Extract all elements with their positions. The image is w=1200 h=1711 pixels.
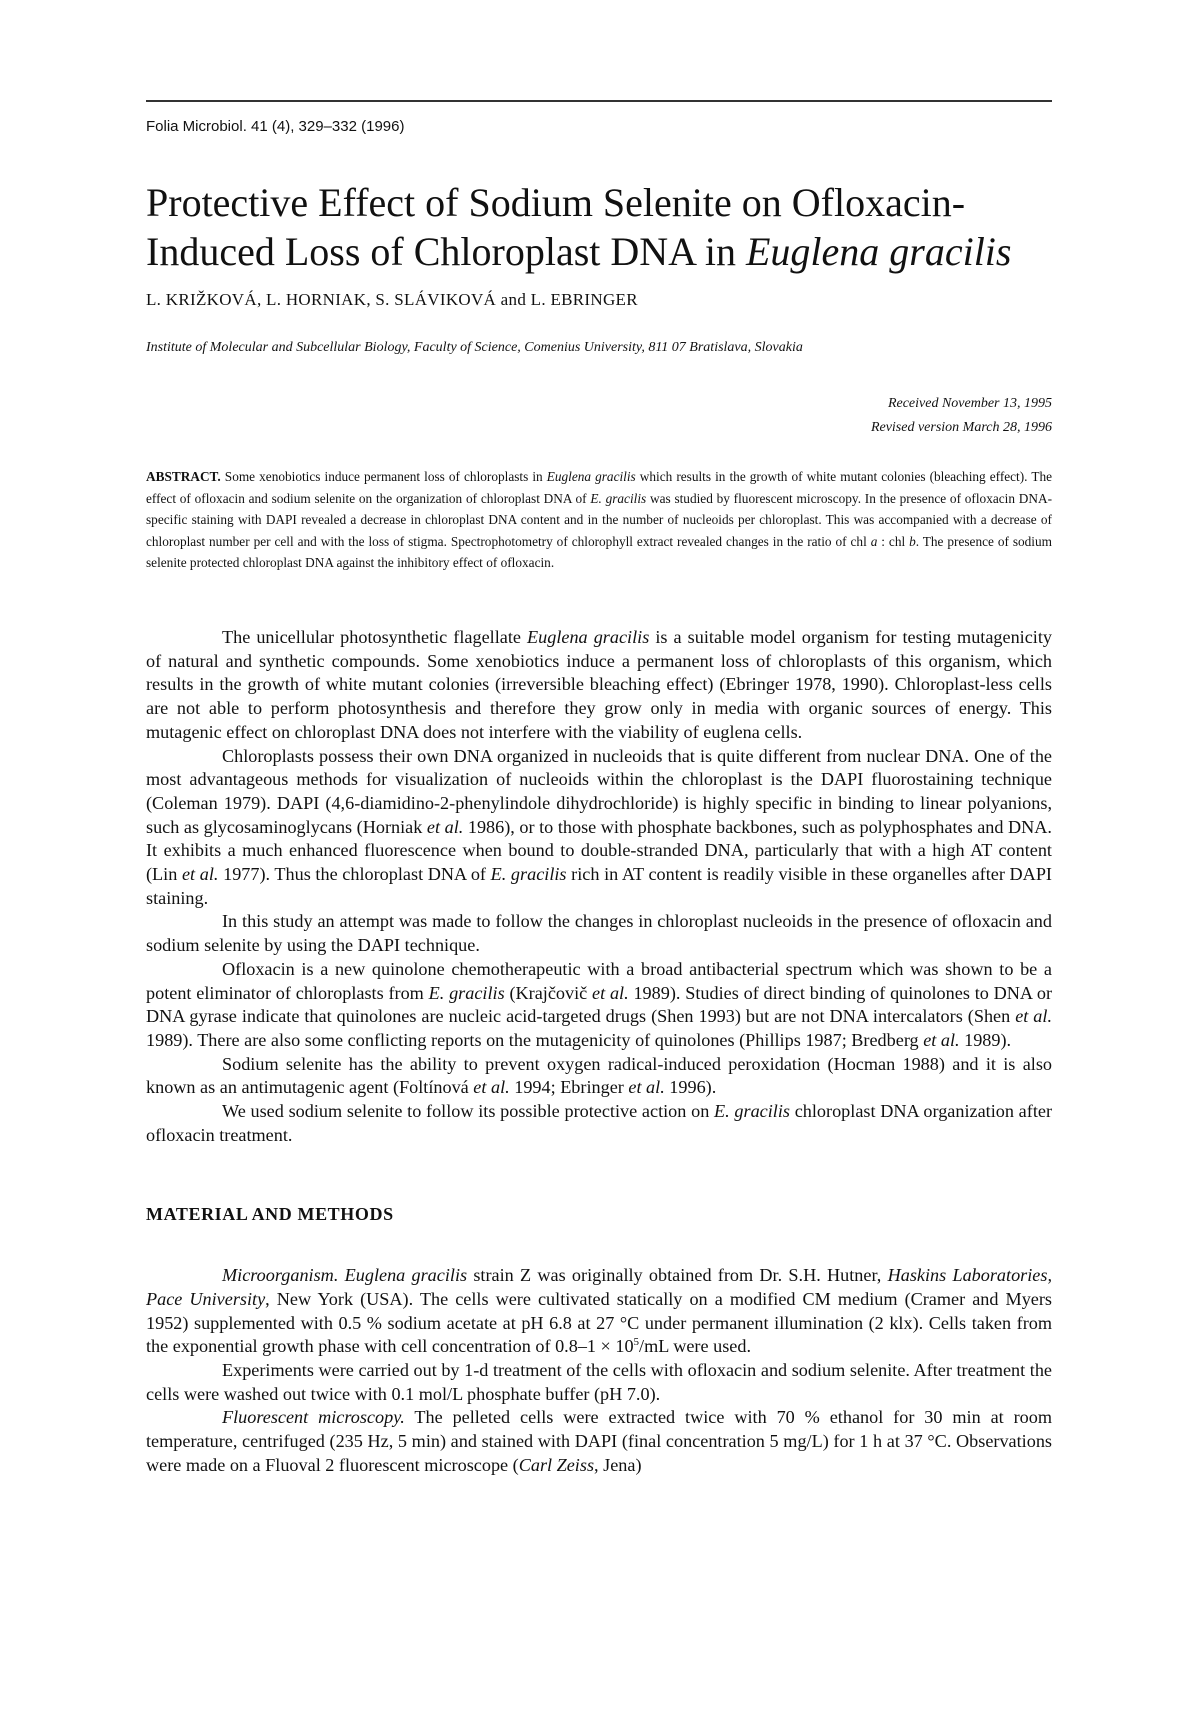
abstract-text: which results in the growth of white mutant colonies (bleaching effect). The effect of ofloxacin and sodium selenite on the organization of chloroplast DNA of (146, 469, 1052, 506)
paragraph: Ofloxacin is a new quinolone chemotherapeutic with a broad antibacterial spectrum which was shown to be a potent eliminator of chloroplasts from E. gracilis (Krajčovič et al. 1989). Studies of direct binding of quinolones to DNA or DNA gyrase indicate that quinolones are nucleic acid-targeted drugs (Shen 1993) but are not DNA intercalators (Shen et al. 1989). There are also some conflicting reports on the mutagenicity of quinolones (Phillips 1987; Bredberg et al. 1989). (146, 958, 1052, 1050)
paragraph: The unicellular photosynthetic flagellate Euglena gracilis is a suitable model organism for testing mutagenicity of natural and synthetic compounds. Some xenobiotics induce a permanent loss of chloroplasts of this organism, which results in the growth of white mutant colonies (irreversible bleaching effect) (Ebringer 1978, 1990). Chloroplast-less cells are not able to perform photosynthesis and therefore they grow only in media with organic sources of energy. This mutagenic effect on chloroplast DNA does not interfere with the viability of euglena cells. (146, 627, 1052, 742)
affiliation: Institute of Molecular and Subcellular Biology, Faculty of Science, Comenius University, 811 07 Bratislava, Slovakia (146, 340, 803, 355)
paragraph: Experiments were carried out by 1-d treatment of the cells with ofloxacin and sodium selenite. After treatment the cells were washed out twice with 0.1 mol/L phosphate buffer (pH 7.0). (146, 1359, 1052, 1404)
dates-block (871, 392, 1052, 440)
paragraph: We used sodium selenite to follow its possible protective action on E. gracilis chloroplast DNA organization after ofloxacin treatment. (146, 1101, 1052, 1145)
title-part2: Induced Loss of Chloroplast DNA in (146, 229, 746, 274)
article-title (146, 178, 1086, 276)
abstract-text: . The presence of sodium selenite protected chloroplast DNA against the inhibitory effect of ofloxacin. (146, 533, 1052, 570)
paragraph: Sodium selenite has the ability to prevent oxygen radical-induced peroxidation (Hocman 1988) and it is also known as an antimutagenic agent (Foltínová et al. 1994; Ebringer et al. 1996). (146, 1053, 1052, 1098)
title-part1: Protective Effect of Sodium Selenite on Ofloxacin- (146, 180, 966, 225)
abstract-text: b (909, 533, 916, 549)
journal-reference: Folia Microbiol. 41 (4), 329–332 (1996) (146, 118, 405, 135)
abstract-text: a (870, 533, 878, 549)
revised-date: Revised version March 28, 1996 (870, 420, 1052, 435)
abstract (146, 466, 1052, 574)
paragraph: Chloroplasts possess their own DNA organized in nucleoids that is quite different from nuclear DNA. One of the most advantageous methods for visualization of nucleoids within the chloroplast is the DAPI fluorostaining technique (Coleman 1979). DAPI (4,6-diamidino-2-phenylindole dihydrochloride) is highly specific in binding to linear polyanions, such as glycosaminoglycans (Horniak et al. 1986), or to those with phosphate backbones, such as polyphosphates and DNA. It exhibits a much enhanced fluorescence when bound to double-stranded DNA, particularly that with a high AT content (Lin et al. 1977). Thus the chloroplast DNA of E. gracilis rich in AT content is readily visible in these organelles after DAPI staining. (146, 745, 1052, 908)
abstract-text: Some xenobiotics induce permanent loss of chloroplasts in (220, 469, 547, 484)
received-date: Received November 13, 1995 (887, 396, 1052, 411)
paragraph: Fluorescent microscopy. The pelleted cells were extracted twice with 70 % ethanol for 30 min at room temperature, centrifuged (235 Hz, 5 min) and stained with DAPI (final concentration 5 mg/L) for 1 h at 37 °C. Observations were made on a Fluoval 2 fluorescent microscope (Carl Zeiss, Jena) (146, 1407, 1052, 1475)
paragraph: In this study an attempt was made to follow the changes in chloroplast nucleoids in the presence of ofloxacin and sodium selenite by using the DAPI technique. (146, 911, 1052, 956)
abstract-text: was studied by fluorescent microscopy. In the presence of ofloxacin DNA-specific staining with DAPI revealed a decrease in chloroplast DNA content and in the number of nucleoids per chloroplast. This was accompanied with a decrease of chloroplast number per cell and with the loss of stigma. Spectrophotometry of chlorophyll extract revealed changes in the ratio of chl (146, 490, 1053, 549)
section-heading: MATERIAL AND METHODS (146, 1204, 394, 1225)
header-rule (146, 100, 1052, 102)
body-text (146, 626, 1052, 1478)
paragraph: Microorganism. Euglena gracilis strain Z was originally obtained from Dr. S.H. Hutner, Haskins Laboratories, Pace University, New York (USA). The cells were cultivated statically on a modified CM medium (Cramer and Myers 1952) supplemented with 0.5 % sodium acetate at pH 6.8 at 27 °C under permanent illumination (2 klx). Cells taken from the exponential growth phase with cell concentration of $0.8-1 \times 10^5/mL$ were used. (146, 1265, 1053, 1357)
title-italic: Euglena gracilis (745, 229, 1012, 274)
authors: L. KRIŽKOVÁ, L. HORNIAK, S. SLÁVIKOVÁ and L. EBRINGER (146, 290, 638, 309)
abstract-text: : chl (877, 533, 910, 549)
abstract-label: ABSTRACT. (146, 469, 221, 484)
abstract-text: E. gracilis (590, 490, 647, 506)
abstract-text: Euglena gracilis (546, 469, 636, 484)
